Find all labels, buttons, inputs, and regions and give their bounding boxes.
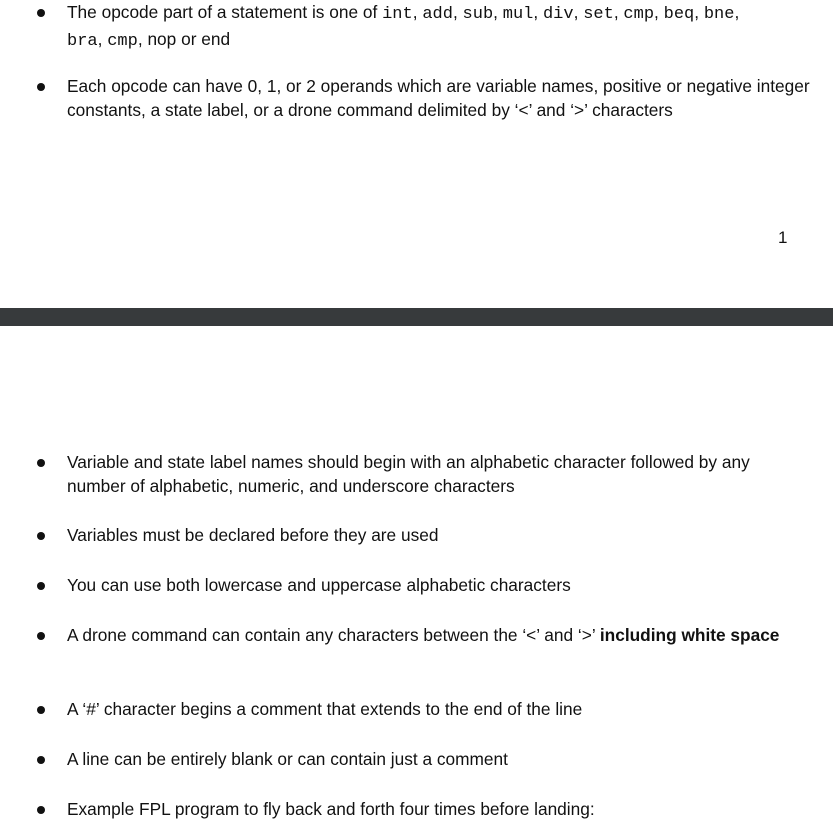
opcode-add: add [422, 5, 453, 24]
opcode-bra: bra [67, 32, 98, 51]
document-page-2 [0, 326, 833, 833]
drone-command-bold: including white space [599, 625, 780, 645]
opcode-cmp-2: cmp [107, 32, 138, 51]
page-separator [0, 308, 833, 326]
opcode-mul: mul [502, 5, 534, 24]
opcode-end: end [201, 29, 231, 49]
opcode-div: div [542, 5, 574, 24]
bullet-operands-text: Each opcode can have 0, 1, or 2 operands which are variable names, positive or negative integer constants, a state label, or a drone command delimited by ‘<’ and ‘>’ characters [67, 76, 810, 120]
opcodes-prefix: The opcode part of a statement is one of [67, 2, 378, 22]
bullet-drone-command-text [67, 623, 812, 647]
bullet-dot [37, 532, 45, 540]
opcode-set: set [583, 5, 614, 24]
bullet-dot [37, 459, 45, 467]
opcode-sub: sub [462, 5, 494, 24]
bullet-dot [37, 83, 45, 91]
opcode-int: int [382, 5, 413, 24]
bullet-dot [37, 806, 45, 814]
bullet-dot [37, 632, 45, 640]
opcode-bne: bne [703, 5, 735, 24]
bullet-names-text: Variable and state label names should begin with an alphabetic character followed by any number of alphabetic, numeric, and underscore characters [67, 452, 750, 496]
bullet-declare-text: Variables must be declared before they are used [67, 525, 439, 545]
bullet-comment-text: A ‘#’ character begins a comment that extends to the end of the line [67, 699, 583, 719]
bullet-dot [37, 9, 45, 17]
word-or: or [181, 29, 197, 49]
opcode-cmp: cmp [623, 5, 655, 24]
opcode-beq: beq [663, 5, 695, 24]
drone-command-text: A drone command can contain any characters between the ‘<’ and ‘>’ [67, 625, 596, 645]
bullet-dot [37, 756, 45, 764]
document-page-1 [0, 0, 833, 308]
bullet-dot [37, 582, 45, 590]
bullet-example-text: Example FPL program to fly back and forth four times before landing: [67, 799, 595, 819]
bullet-opcodes-text: The opcode part of a statement is one of int, add, sub, mul, div, set, cmp, beq, bne, bra, cmp, nop or end [67, 2, 740, 51]
page-number: 1 [778, 228, 788, 247]
bullet-dot [37, 706, 45, 714]
opcode-nop: nop [147, 29, 177, 49]
bullet-case-text: You can use both lowercase and uppercase alphabetic characters [67, 575, 571, 595]
bullet-blank-line-text: A line can be entirely blank or can contain just a comment [67, 749, 508, 769]
